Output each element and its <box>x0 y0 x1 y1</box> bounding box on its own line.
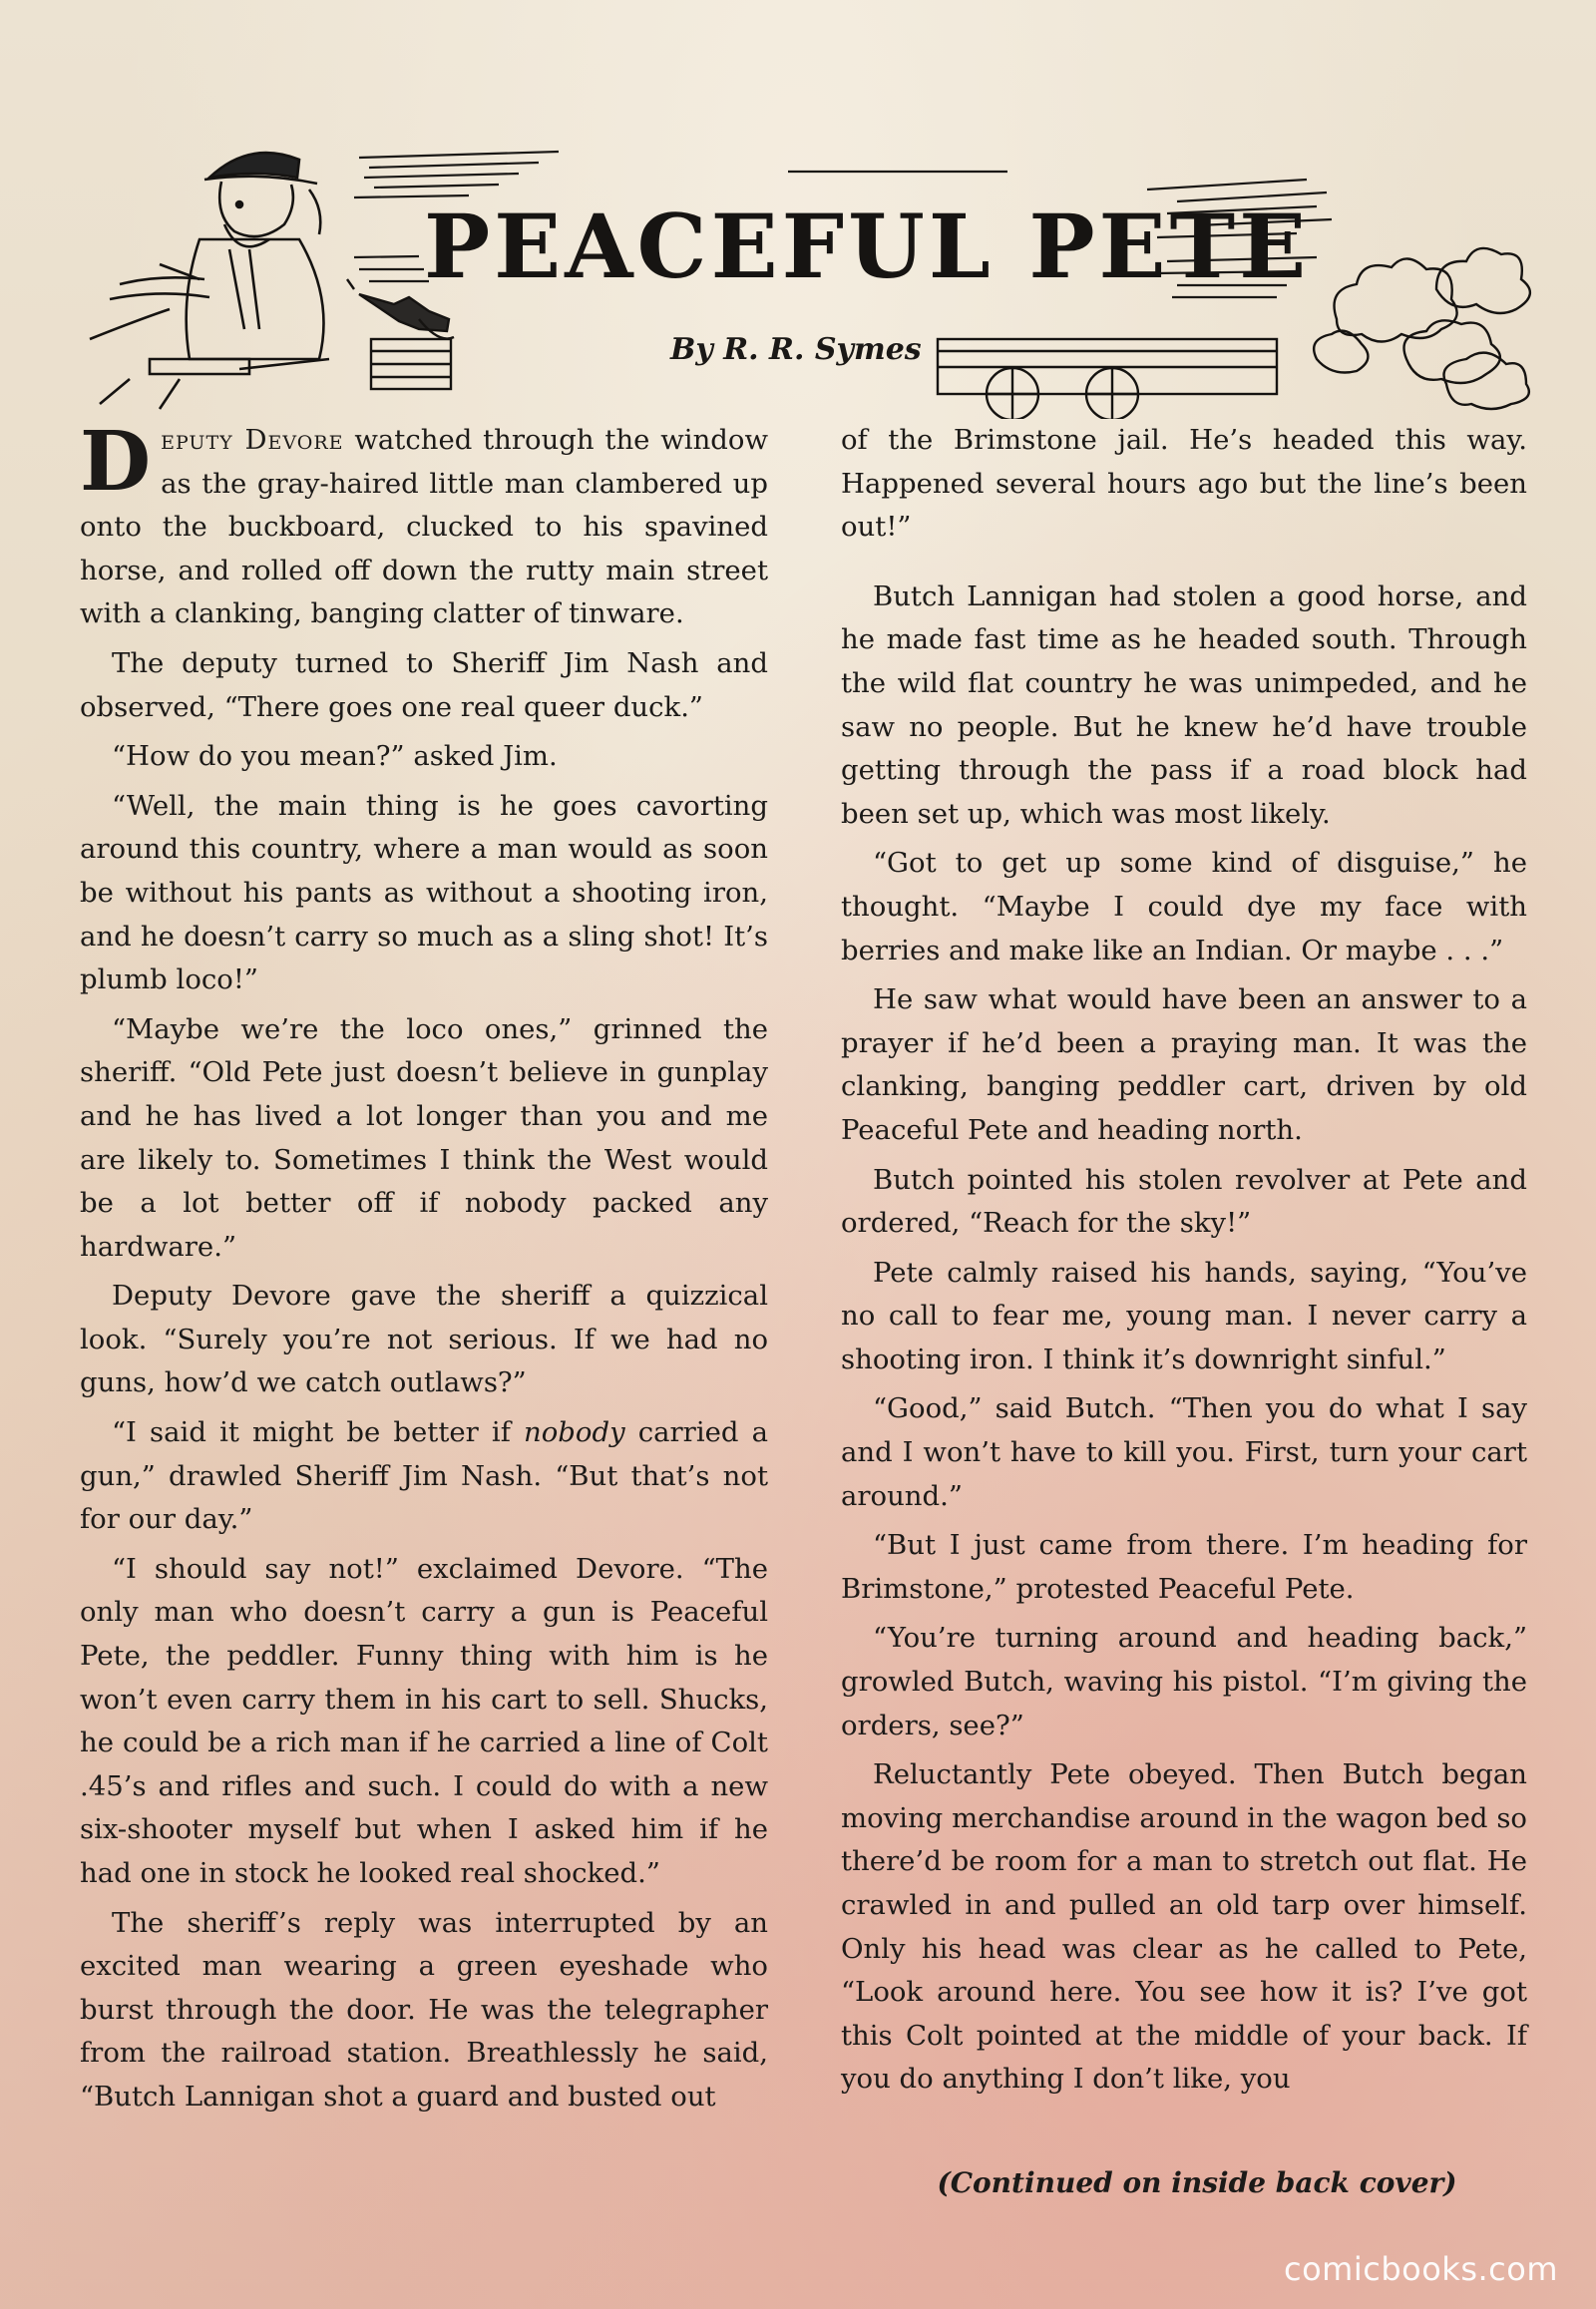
title-header <box>0 0 1596 419</box>
paragraph <box>80 414 768 636</box>
old-man-peddler-icon <box>90 153 329 409</box>
paragraph: He saw what would have been an answer to a prayer if he’d been a praying man. It was the clanking, banging peddler cart, driven by old Peaceful Pete and heading north. <box>841 983 1527 1146</box>
paragraph: “How do you mean?” asked Jim. <box>112 740 558 773</box>
paragraph-text: watched through the window as the gray-haired little man clambered up onto the buckboard, clucked to his spavined horse, and rolled off down the rutty main street with a clanking, banging clatter of tinware. <box>80 424 768 630</box>
paragraph: of the Brimstone jail. He’s headed this way. Happened several hours ago but the line’s been out!” <box>841 424 1527 544</box>
right-column <box>841 419 1527 2108</box>
lead-in: eputy Devore <box>161 424 344 456</box>
byline: By R. R. Symes <box>670 332 922 367</box>
paragraph: The deputy turned to Sheriff Jim Nash and observed, “There goes one real queer duck.” <box>80 646 768 723</box>
paragraph: Pete calmly raised his hands, saying, “You’ve no call to fear me, young man. I never carry a shooting iron. I think it’s downright sinful.” <box>841 1256 1527 1375</box>
paragraph: Butch Lannigan had stolen a good horse, and he made fast time as he headed south. Through the wild flat country he was unimpeded, and he saw no people. But he knew he’d have trouble getting through the pass if a road block had been set up, which was most likely. <box>841 579 1527 830</box>
continued-note: (Continued on inside back cover) <box>937 2166 1457 2199</box>
watermark[interactable]: comicbooks.com <box>1283 2250 1558 2288</box>
paragraph <box>80 1411 768 1542</box>
story-title: PEACEFUL PETE <box>424 194 1311 298</box>
drop-cap: D <box>80 414 152 510</box>
paragraph: “Got to get up some kind of disguise,” he thought. “Maybe I could dye my face with berries and make like an Indian. Or maybe . . .” <box>841 847 1527 966</box>
paragraph: “But I just came from there. I’m heading for Brimstone,” protested Peaceful Pete. <box>841 1529 1527 1605</box>
paragraph: Deputy Devore gave the sheriff a quizzical look. “Surely you’re not serious. If we had no guns, how’d we catch outlaws?” <box>80 1280 768 1399</box>
paragraph: Reluctantly Pete obeyed. Then Butch began moving merchandise around in the wagon bed so there’d be room for a man to stretch out flat. He crawled in and pulled an old tarp over himself. Only his head was clear as he called to Pete, “Look around here. You see how it is? I’ve got this Colt pointed at the middle of your back. If you do anything I don’t like, you <box>841 1758 1527 2096</box>
left-column <box>80 414 769 2125</box>
paragraph: “Good,” said Butch. “Then you do what I say and I won’t have to kill you. First, turn your cart around.” <box>841 1392 1527 1512</box>
paragraph: The sheriff’s reply was interrupted by an excited man wearing a green eyeshade who burst through the door. He was the telegrapher from the railroad station. Breathlessly he said, “Butch Lannigan shot a guard and busted out <box>80 1906 768 2113</box>
paragraph: Butch pointed his stolen revolver at Pete and ordered, “Reach for the sky!” <box>841 1163 1527 1240</box>
paragraph-text: carried a gun,” drawled Sheriff Jim Nash. “But that’s not for our day.” <box>80 1416 769 1536</box>
paragraph: “You’re turning around and heading back,” growled Butch, waving his pistol. “I’m giving the orders, see?” <box>841 1622 1527 1741</box>
paragraph: “Well, the main thing is he goes cavorting around this country, where a man would as soon be without his pants as without a shooting iron, and he doesn’t carry so much as a sling shot! It’s plumb loco!” <box>80 789 768 996</box>
paragraph: “Maybe we’re the loco ones,” grinned the sheriff. “Old Pete just doesn’t believe in gunplay and he has lived a lot longer than you and me are likely to. Sometimes I think the West would be a lot better off if nobody packed any hardware.” <box>80 1012 768 1263</box>
paragraph: “I should say not!” exclaimed Devore. “The only man who doesn’t carry a gun is Peaceful Pete, the peddler. Funny thing with him is he won’t even carry them in his cart to sell. Shucks, he could be a rich man if he carried a line of Colt .45’s and rifles and such. I could do with a new six-shooter myself but when I asked him if he had one in stock he looked real shocked.” <box>80 1552 768 1889</box>
paragraph-text: “I said it might be better if <box>112 1416 525 1449</box>
emphasis: nobody <box>524 1416 625 1449</box>
dust-cloud-icon <box>1314 248 1530 409</box>
